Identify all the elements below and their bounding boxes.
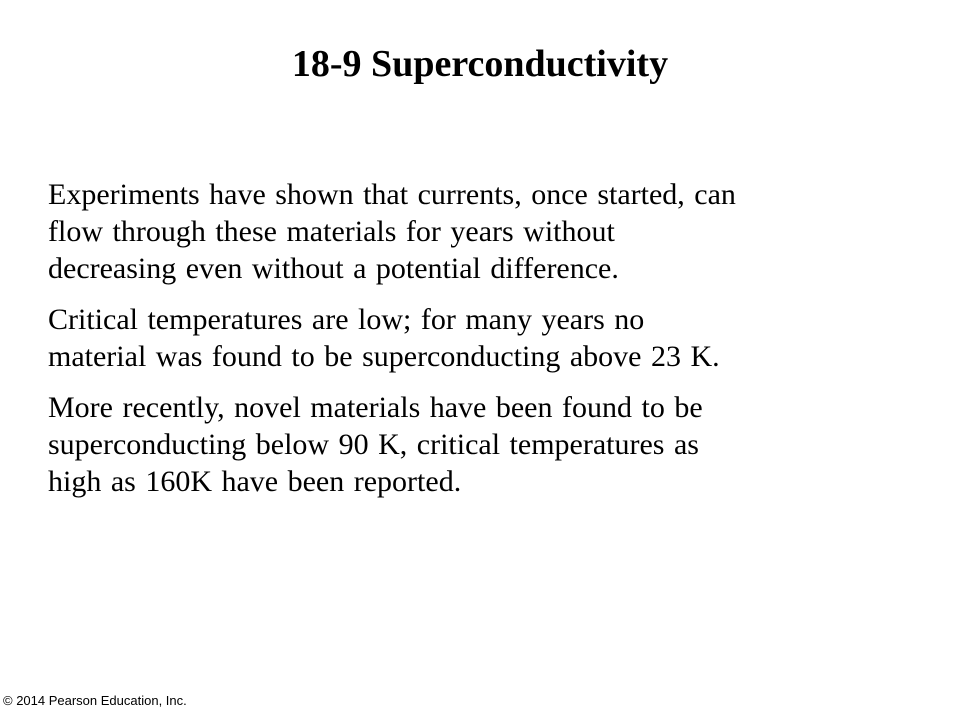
text-line: material was found to be superconducting above 23 K. bbox=[48, 340, 720, 373]
text-line: Experiments have shown that currents, once started, can bbox=[48, 178, 736, 211]
paragraph-critical-temperatures bbox=[48, 301, 928, 375]
paragraph-currents bbox=[48, 176, 928, 287]
copyright-notice: © 2014 Pearson Education, Inc. bbox=[3, 693, 187, 708]
text-line: flow through these materials for years without bbox=[48, 215, 615, 248]
text-line: high as 160K have been reported. bbox=[48, 465, 462, 498]
slide-body bbox=[48, 176, 928, 514]
text-line: More recently, novel materials have been found to be bbox=[48, 391, 703, 424]
text-line: decreasing even without a potential difference. bbox=[48, 252, 619, 285]
slide-title: 18-9 Superconductivity bbox=[291, 43, 669, 85]
text-line: Critical temperatures are low; for many years no bbox=[48, 303, 645, 336]
text-line: superconducting below 90 K, critical temperatures as bbox=[48, 428, 699, 461]
paragraph-novel-materials bbox=[48, 389, 928, 500]
